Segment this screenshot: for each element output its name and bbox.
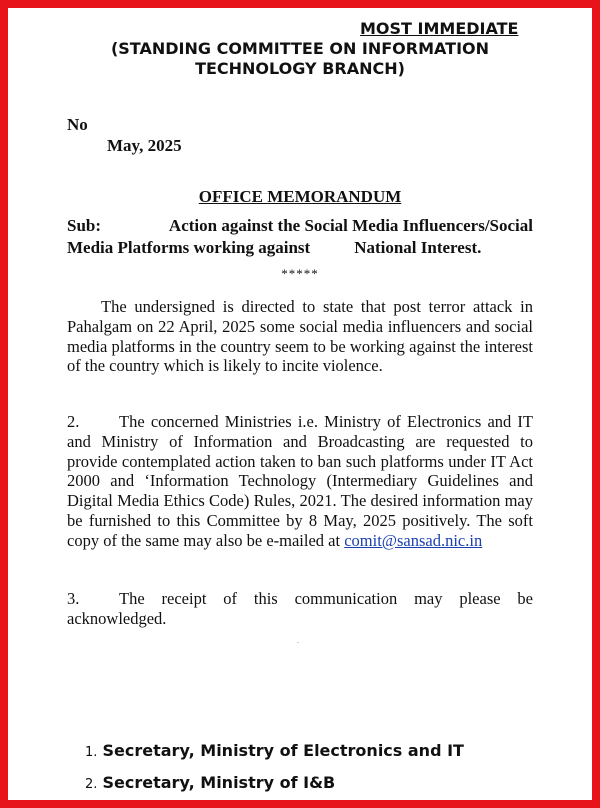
recipient-item [85,741,464,760]
priority-label: MOST IMMEDIATE [360,19,519,38]
recipient-item [85,773,335,792]
paragraph-3-number: 3. [67,589,80,608]
paragraph-2 [67,412,533,551]
paragraph-3-text: The receipt of this communication may please be acknowledged. [67,589,533,628]
subject-label: Sub: [67,216,102,235]
reference-number-label: No [67,115,88,134]
subject-line2-part2: National Interest. [354,238,482,257]
recipient-text: Secretary, Ministry of Electronics and IT [102,741,464,760]
branch-heading-line2: TECHNOLOGY BRANCH) [195,59,405,78]
recipient-number: 2. [85,777,98,792]
memo-date: May, 2025 [107,136,182,155]
memo-document [8,8,592,800]
subject-line1: Action against the Social Media Influencers/Social [168,216,533,235]
recipient-number: 1. [85,745,98,760]
paragraph-2-text: The concerned Ministries i.e. Ministry of Electronics and IT and Ministry of Information and Broadcasting are requested to provide contemplated action taken to ban such platforms under IT Act 2000 and ‘Information Technology (Intermediary Guidelines and Digital Media Ethics Code) Rules, 2021. The desired information may be furnished to this Committee by 8 May, 2025 positively. The soft copy of the same may also be e-mailed at [67,412,533,550]
separator: ***** [281,266,319,281]
memo-title: OFFICE MEMORANDUM [198,187,402,206]
subject-line2-part1: Media Platforms working against [67,238,311,257]
scan-dot: . [297,636,299,645]
branch-heading [8,39,592,79]
paragraph-3 [67,589,533,629]
paragraph-2-number: 2. [67,412,80,431]
recipient-text: Secretary, Ministry of I&B [102,773,336,792]
subject-block [67,215,533,259]
paragraph-1: The undersigned is directed to state that post terror attack in Pahalgam on 22 April, 2025 some social media influencers and social media platforms in the country seem to be working against the interest of the country which is likely to incite violence. [67,297,533,376]
email-link[interactable]: comit@sansad.nic.in [344,530,483,550]
branch-heading-line1: (STANDING COMMITTEE ON INFORMATION [110,39,490,58]
